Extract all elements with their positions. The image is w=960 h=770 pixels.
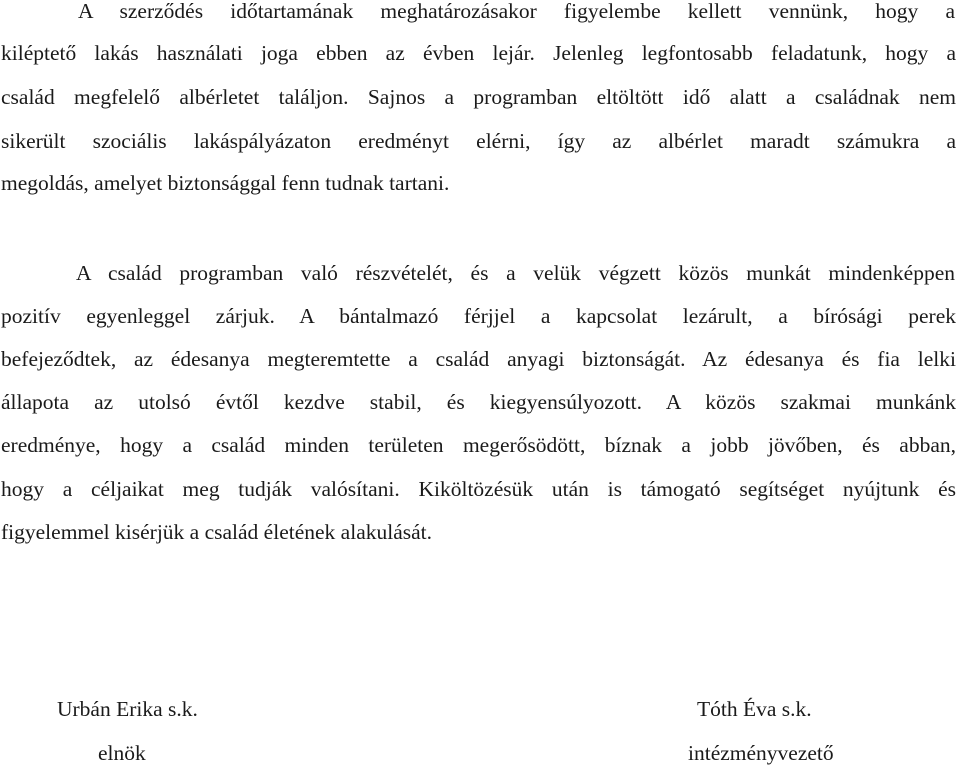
signer-name: Tóth Éva s.k. <box>697 697 812 721</box>
paragraph-line: állapota az utolsó évtől kezdve stabil, és kiegyensúlyozott. A közös szakmai munkánk <box>1 390 956 414</box>
signer-title: intézményvezető <box>688 741 834 765</box>
paragraph-line: eredménye, hogy a család minden területen megerősödött, bíznak a jobb jövőben, és abban, <box>1 433 956 457</box>
paragraph-line: A szerződés időtartamának meghatározásakor figyelembe kellett vennünk, hogy a <box>78 0 955 23</box>
paragraph-line: család megfelelő albérletet találjon. Sajnos a programban eltöltött idő alatt a családnak nem <box>1 85 956 109</box>
paragraph-line: befejeződtek, az édesanya megteremtette a család anyagi biztonságát. Az édesanya és fia lelki <box>1 347 956 371</box>
signer-title: elnök <box>98 741 146 765</box>
paragraph-line: figyelemmel kisérjük a család életének alakulását. <box>1 520 433 544</box>
paragraph-line: megoldás, amelyet biztonsággal fenn tudnak tartani. <box>1 171 450 195</box>
paragraph-line: kiléptető lakás használati joga ebben az évben lejár. Jelenleg legfontosabb feladatunk, hogy a <box>1 41 956 65</box>
paragraph-line: pozitív egyenleggel zárjuk. A bántalmazó férjjel a kapcsolat lezárult, a bírósági perek <box>1 304 956 328</box>
paragraph-line: A család programban való részvételét, és a velük végzett közös munkát mindenképpen <box>76 261 955 285</box>
signer-name: Urbán Erika s.k. <box>57 697 198 721</box>
paragraph-line: sikerült szociális lakáspályázaton eredményt elérni, így az albérlet maradt számukra a <box>1 129 956 153</box>
paragraph-line: hogy a céljaikat meg tudják valósítani. Kiköltözésük után is támogató segítséget nyújtunk és <box>1 477 956 501</box>
